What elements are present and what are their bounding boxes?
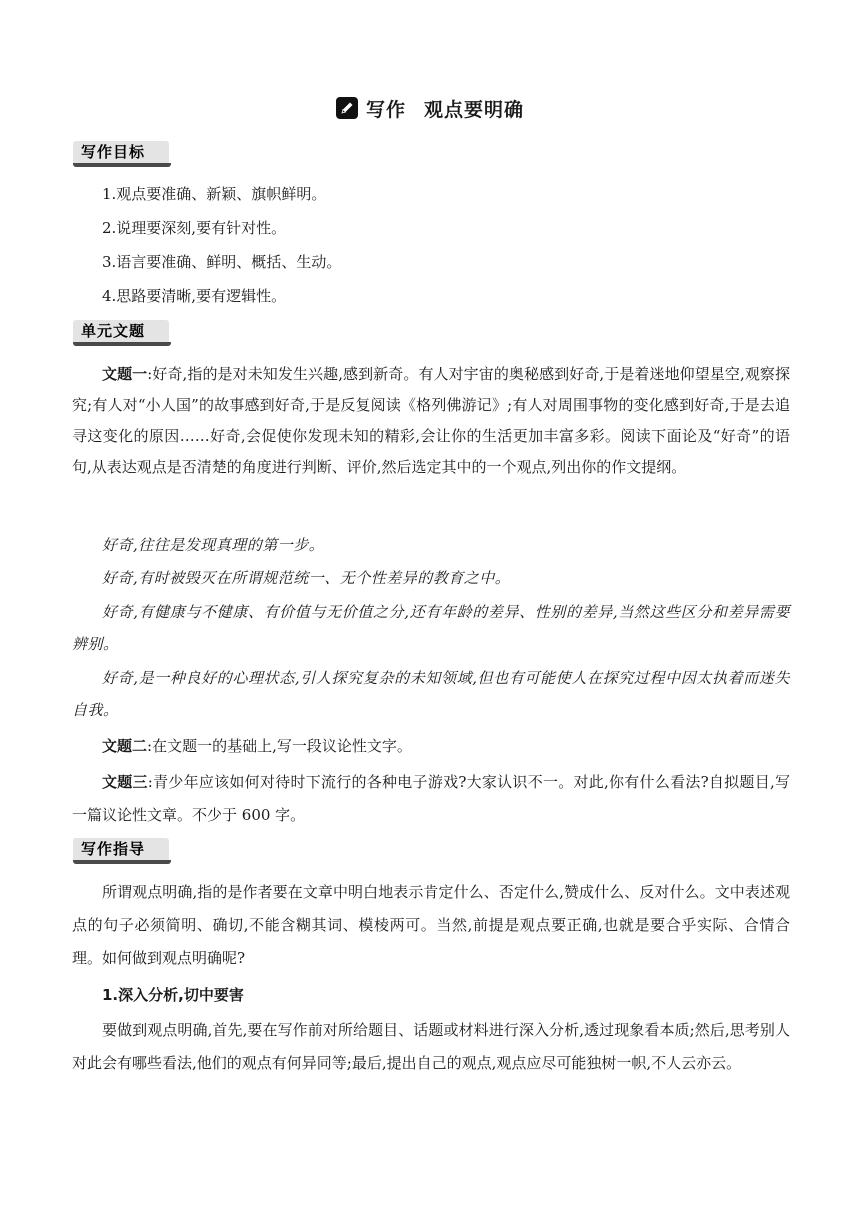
quote-item: 好奇,有健康与不健康、有价值与无价值之分,还有年龄的差异、性别的差异,当然这些区分和差异需要辨别。 [72, 603, 790, 653]
section-heading-label: 单元文题 [81, 322, 146, 340]
page-title [0, 96, 860, 124]
goal-item: 4.思路要清晰,要有逻辑性。 [102, 287, 287, 305]
guide-point1-heading: 1.深入分析,切中要害 [102, 986, 244, 1004]
topic-three-text: :青少年应该如何对待时下流行的各种电子游戏?大家认识不一。对此,你有什么看法?自拟题目,写一篇议论性文章。不少于 600 字。 [72, 773, 790, 824]
guide-point1-text: 要做到观点明确,首先,要在写作前对所给题目、话题或材料进行深入分析,透过现象看本质;然后,思考别人对此会有哪些看法,他们的观点有何异同等;最后,提出自己的观点,观点应尽可能独树一帜,不人云亦云。 [72, 1021, 790, 1072]
topic-two-text: :在文题一的基础上,写一段议论性文字。 [147, 737, 412, 755]
pen-icon [336, 97, 358, 119]
quote-item: 好奇,往往是发现真理的第一步。 [102, 536, 325, 554]
goal-item: 3.语言要准确、鲜明、概括、生动。 [102, 253, 342, 271]
section-heading-guide [73, 838, 171, 866]
goal-item: 2.说理要深刻,要有针对性。 [102, 219, 287, 237]
topic-two [72, 731, 790, 761]
goal-item: 1.观点要准确、新颖、旗帜鲜明。 [102, 185, 327, 203]
topic-one-text: :好奇,指的是对未知发生兴趣,感到新奇。有人对宇宙的奥秘感到好奇,于是着迷地仰望星空,观察探究;有人对“小人国”的故事感到好奇,于是反复阅读《格列佛游记》;有人对周围事物的变化感到好奇,于是去追寻这变化的原因……好奇,会促使你发现未知的精彩,会让你的生活更加丰富多彩。阅读下面论及“好奇”的语句,从表达观点是否清楚的角度进行判断、评价,然后选定其中的一个观点,列出你的作文提纲。 [72, 365, 790, 476]
topic-two-label: 文题二 [102, 737, 148, 755]
section-heading-label: 写作目标 [81, 143, 146, 161]
title-part1: 写作 [365, 99, 406, 121]
quote-item: 好奇,有时被毁灭在所谓规范统一、无个性差异的教育之中。 [102, 569, 511, 587]
title-part2: 观点要明确 [424, 99, 525, 121]
section-heading-label: 写作指导 [81, 840, 146, 858]
topic-three [72, 766, 790, 832]
guide-intro: 所谓观点明确,指的是作者要在文章中明白地表示肯定什么、否定什么,赞成什么、反对什么。文中表述观点的句子必须简明、确切,不能含糊其词、模棱两可。当然,前提是观点要正确,也就是要合乎实际、合情合理。如何做到观点明确呢? [72, 883, 790, 967]
topic-three-label: 文题三 [102, 773, 148, 791]
topic-one [72, 359, 790, 483]
section-heading-topics [73, 320, 171, 348]
topic-one-label: 文题一 [102, 365, 148, 383]
quote-item: 好奇,是一种良好的心理状态,引人探究复杂的未知领域,但也有可能使人在探究过程中因太执着而迷失自我。 [72, 669, 790, 719]
section-heading-goals [73, 141, 171, 169]
